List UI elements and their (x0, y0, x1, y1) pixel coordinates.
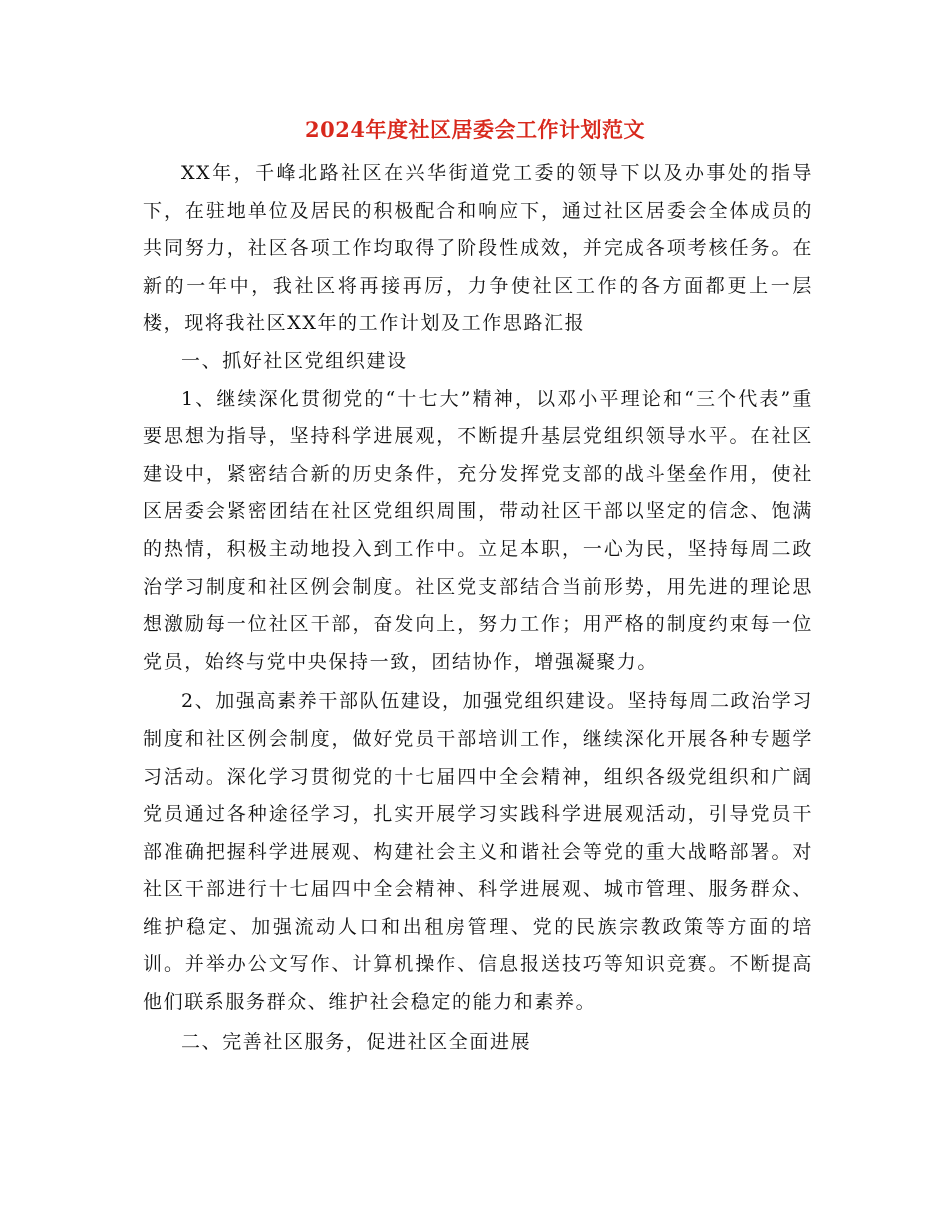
paragraph-intro: XX年，千峰北路社区在兴华街道党工委的领导下以及办事处的指导下，在驻地单位及居民的积极配合和响应下，通过社区居委会全体成员的共同努力，社区各项工作均取得了阶段性成效，并完成各项考核任务。在新的一年中，我社区将再接再厉，力争使社区工作的各方面都更上一层楼，现将我社区XX年的工作计划及工作思路汇报 (143, 162, 813, 335)
paragraph-item-2: 2、加强高素养干部队伍建设，加强党组织建设。坚持每周二政治学习制度和社区例会制度，做好党员干部培训工作，继续深化开展各种专题学习活动。深化学习贯彻党的十七届四中全会精神，组织各级党组织和广阔党员通过各种途径学习，扎实开展学习实践科学进展观活动，引导党员干部准确把握科学进展观、构建社会主义和谐社会等党的重大战略部署。对社区干部进行十七届四中全会精神、科学进展观、城市管理、服务群众、维护稳定、加强流动人口和出租房管理、党的民族宗教政策等方面的培训。并举办公文写作、计算机操作、信息报送技巧等知识竞赛。不断提高他们联系服务群众、维护社会稳定的能力和素养。 (143, 690, 813, 1014)
section-heading-1: 一、抓好社区党组织建设 (181, 349, 408, 372)
paragraph-item-1: 1、继续深化贯彻党的“十七大”精神，以邓小平理论和“三个代表”重要思想为指导，坚持科学进展观，不断提升基层党组织领导水平。在社区建设中，紧密结合新的历史条件，充分发挥党支部的战斗堡垒作用，使社区居委会紧密团结在社区党组织周围，带动社区干部以坚定的信念、饱满的热情，积极主动地投入到工作中。立足本职，一心为民，坚持每周二政治学习制度和社区例会制度。社区党支部结合当前形势，用先进的理论思想激励每一位社区干部，奋发向上，努力工作；用严格的制度约束每一位党员，始终与党中央保持一致，团结协作，增强凝聚力。 (143, 387, 813, 673)
section-heading-2: 二、完善社区服务，促进社区全面进展 (181, 1030, 532, 1053)
document-body (143, 155, 813, 1061)
document-title: 2024年度社区居委会工作计划范文 (305, 117, 645, 142)
